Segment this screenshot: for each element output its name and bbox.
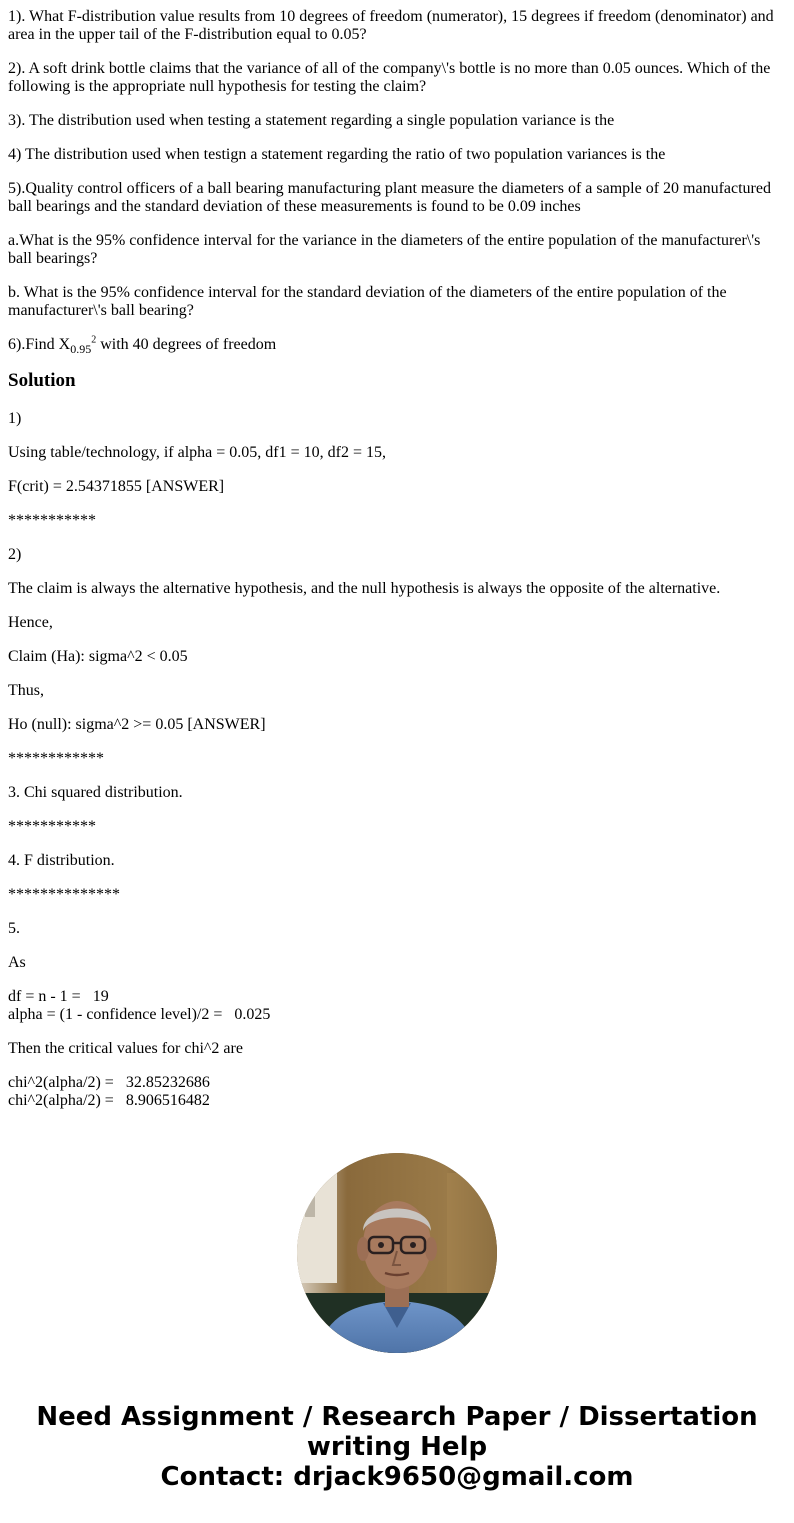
- separator: ***********: [8, 818, 96, 835]
- solution-2-null: Ho (null): sigma^2 >= 0.05 [ANSWER]: [8, 716, 266, 733]
- solution-5-params: [8, 988, 786, 1024]
- question-6-suffix: with 40 degrees of freedom: [96, 336, 277, 353]
- chi-lower-label: chi^2(alpha/2) =: [8, 1092, 114, 1109]
- question-3: 3). The distribution used when testing a statement regarding a single population variance is the: [8, 112, 615, 129]
- df-label: df = n - 1 =: [8, 988, 81, 1005]
- alpha-value: 0.025: [234, 1006, 271, 1023]
- solution-2-claim: Claim (Ha): sigma^2 < 0.05: [8, 648, 188, 665]
- question-6-subscript: 0.95: [70, 342, 92, 357]
- question-2: 2). A soft drink bottle claims that the variance of all of the company\'s bottle is no more than 0.05 ounces. Which of the following is the appropriate null hypothesis for testing the claim?: [8, 60, 771, 95]
- separator: ***********: [8, 512, 96, 529]
- solution-1-answer: F(crit) = 2.54371855 [ANSWER]: [8, 478, 225, 495]
- solution-3: 3. Chi squared distribution.: [8, 784, 183, 801]
- separator: **************: [8, 886, 120, 903]
- solution-5-number: 5.: [8, 920, 20, 937]
- footer-help-line: Need Assignment / Research Paper / Dissertation writing Help: [36, 1402, 758, 1462]
- solution-1-number: 1): [8, 410, 22, 427]
- document-body: [8, 0, 786, 1126]
- alpha-label: alpha = (1 - confidence level)/2 =: [8, 1006, 223, 1023]
- question-5b: b. What is the 95% confidence interval for the standard deviation of the diameters of the entire population of the manufacturer\'s ball bearing?: [8, 284, 727, 319]
- df-value: 19: [92, 988, 109, 1005]
- question-6-prefix: 6).Find X: [8, 336, 71, 353]
- solution-5-then: Then the critical values for chi^2 are: [8, 1040, 243, 1057]
- solution-2-number: 2): [8, 546, 22, 563]
- solution-heading: Solution: [8, 370, 76, 391]
- chi-upper-value: 32.85232686: [125, 1074, 210, 1091]
- solution-4: 4. F distribution.: [8, 852, 115, 869]
- footer-contact-line: Contact: drjack9650@gmail.com: [160, 1462, 634, 1492]
- solution-5-as: As: [8, 954, 26, 971]
- author-avatar: [297, 1153, 497, 1353]
- question-1: 1). What F-distribution value results from 10 degrees of freedom (numerator), 15 degrees if freedom (denominator) and area in the upper tail of the F-distribution equal to 0.05?: [8, 8, 774, 43]
- question-6: [8, 334, 786, 357]
- question-5a: a.What is the 95% confidence interval for the variance in the diameters of the entire population of the manufacturer\'s ball bearings?: [8, 232, 761, 267]
- solution-2-text: The claim is always the alternative hypothesis, and the null hypothesis is always the opposite of the alternative.: [8, 580, 721, 597]
- solution-1-text: Using table/technology, if alpha = 0.05, df1 = 10, df2 = 15,: [8, 444, 386, 461]
- author-portrait-image: [297, 1153, 497, 1353]
- separator: ************: [8, 750, 104, 767]
- chi-upper-label: chi^2(alpha/2) =: [8, 1074, 114, 1091]
- solution-5-critical-values: [8, 1074, 786, 1110]
- question-6-superscript: 2: [91, 334, 97, 346]
- question-5: 5).Quality control officers of a ball bearing manufacturing plant measure the diameters of a sample of 20 manufactured ball bearings and the standard deviation of these measurements is found to be 0.09 inches: [8, 180, 771, 215]
- footer-banner: [0, 1402, 794, 1492]
- chi-lower-value: 8.906516482: [125, 1092, 210, 1109]
- solution-2-thus: Thus,: [8, 682, 44, 699]
- question-4: 4) The distribution used when testign a statement regarding the ratio of two population variances is the: [8, 146, 666, 163]
- solution-2-hence: Hence,: [8, 614, 53, 631]
